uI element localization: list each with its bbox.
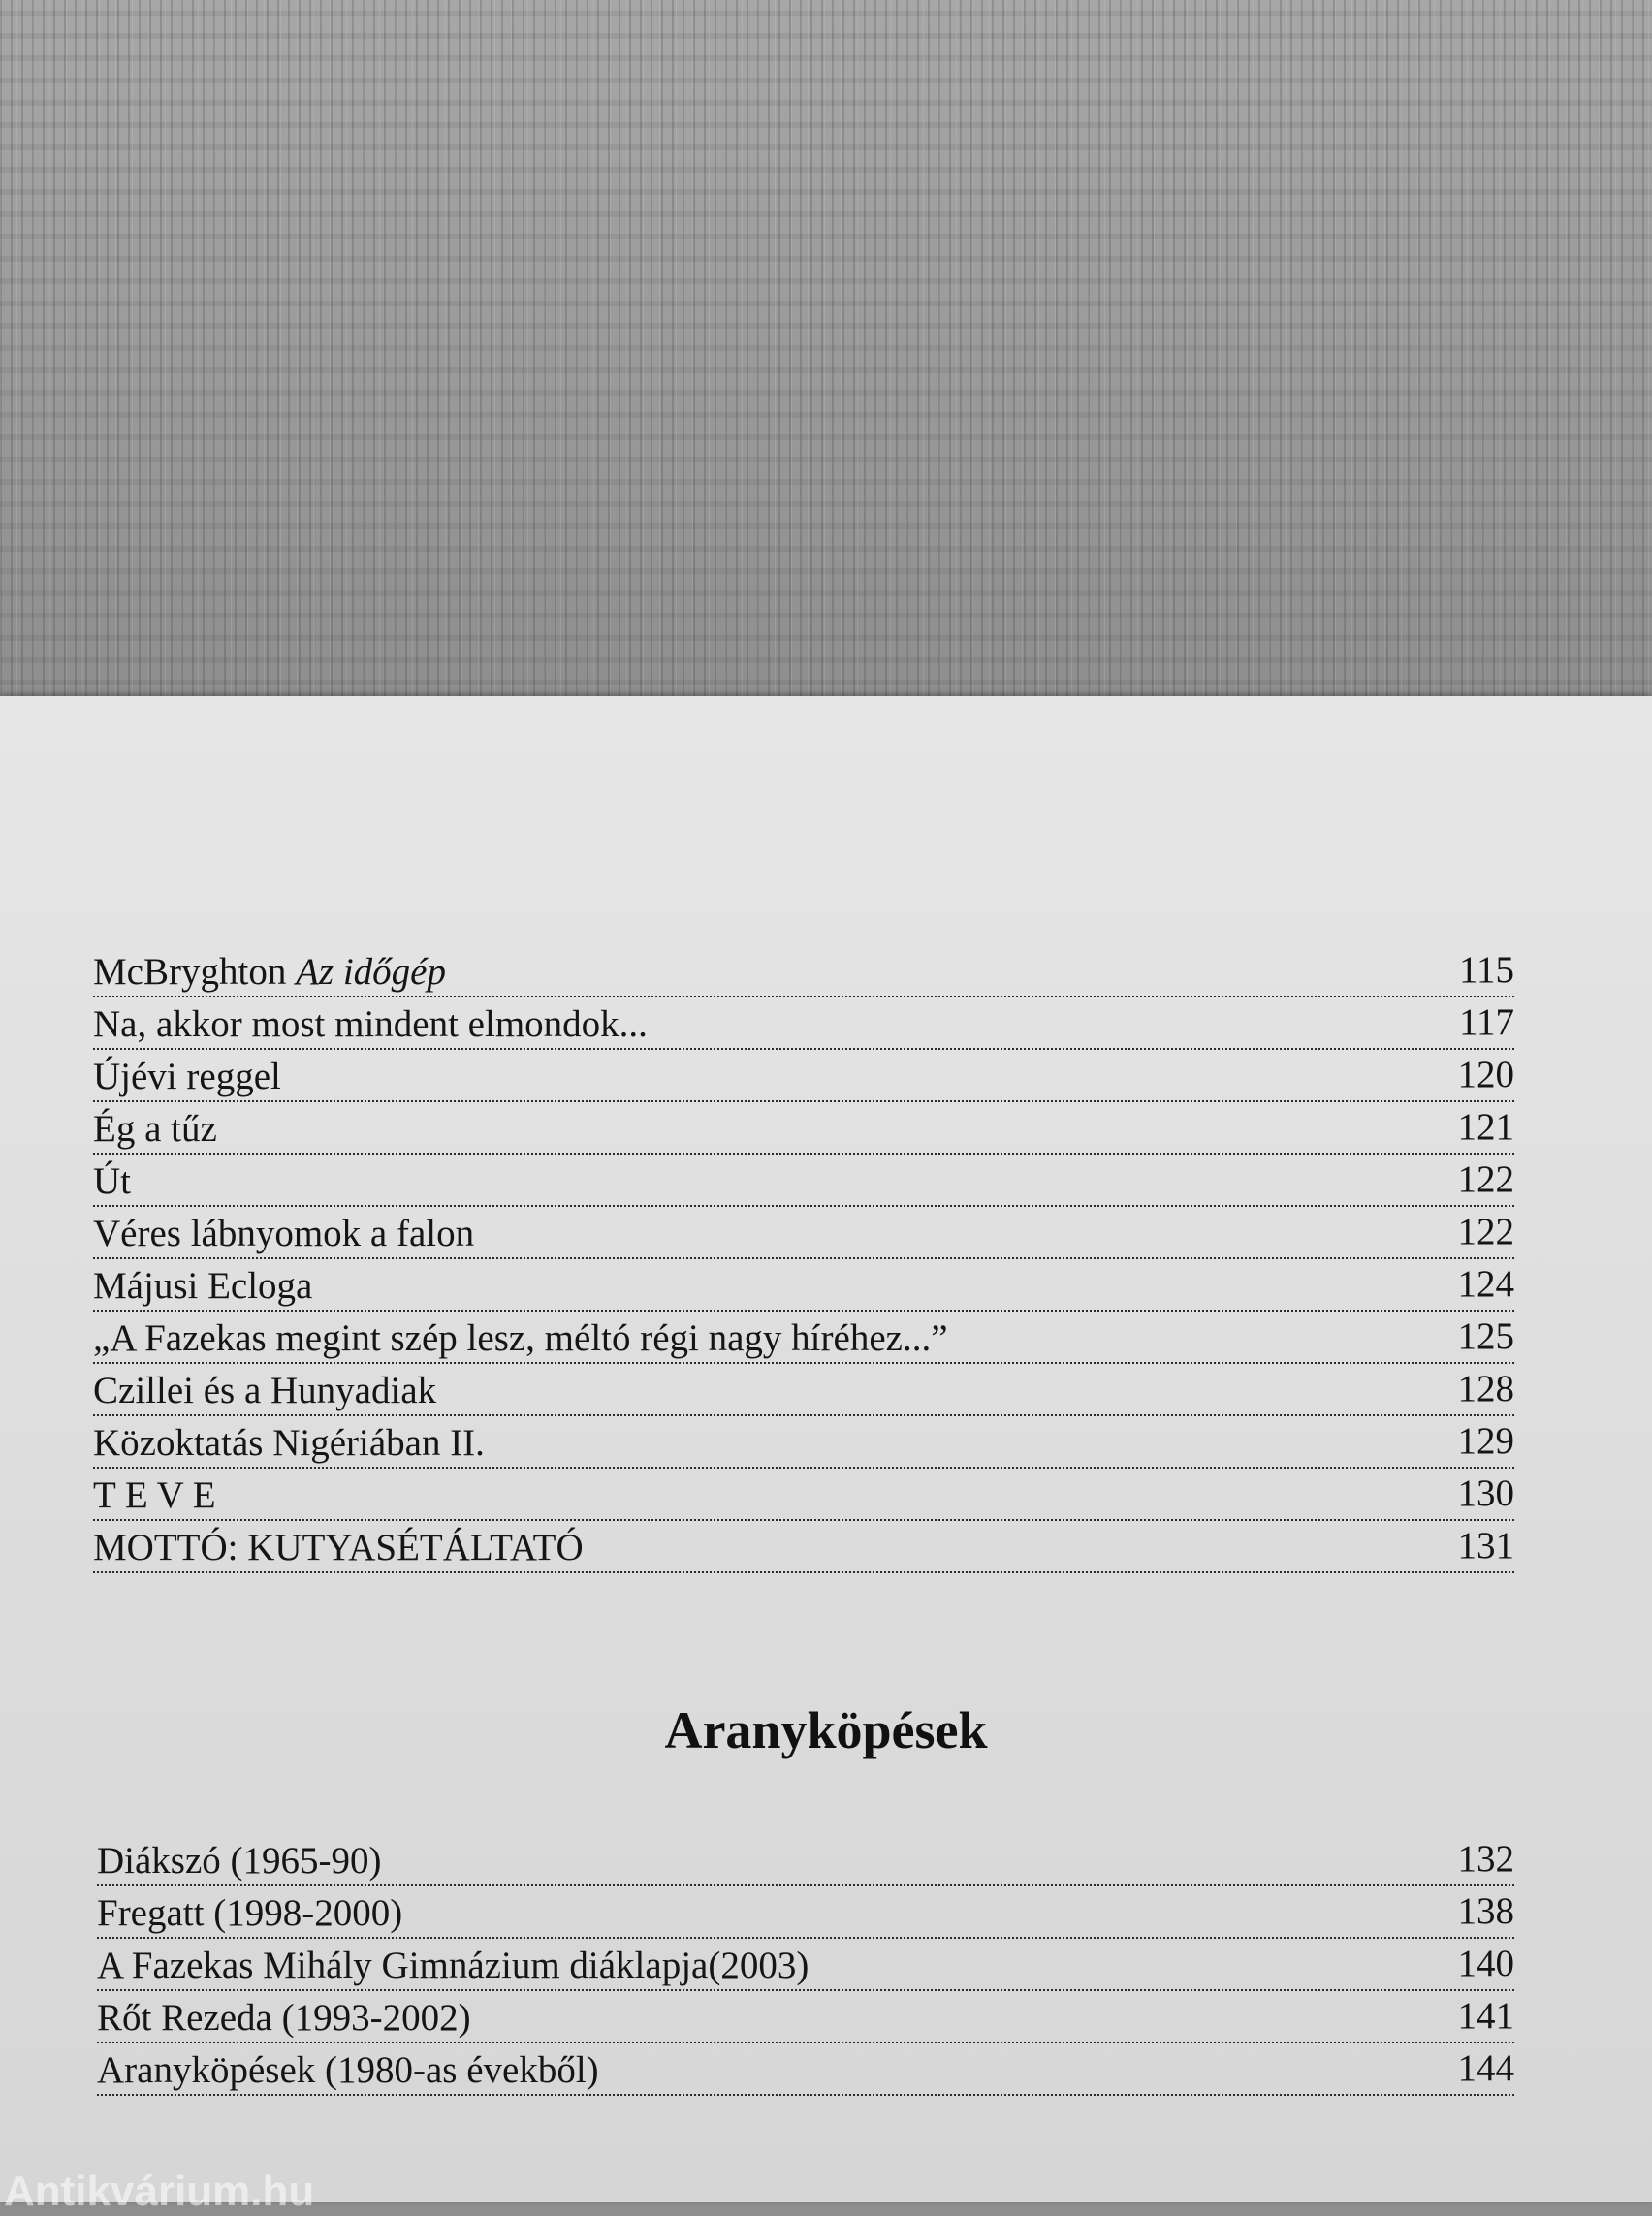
toc-entry-title (93, 1473, 225, 1517)
toc-entry-title (93, 1316, 948, 1360)
toc-entry (97, 1991, 1514, 2043)
toc-entry-title (93, 1159, 131, 1203)
toc-entry-title (93, 1055, 281, 1098)
toc-entry (93, 1521, 1514, 1573)
toc-entry (97, 2043, 1514, 2096)
table-of-contents-lower (97, 1834, 1514, 2096)
toc-entry-page-number: 140 (1457, 1943, 1514, 1984)
toc-entry-title (93, 950, 446, 994)
toc-entry-title (97, 2048, 599, 2092)
toc-entry-title (93, 1212, 474, 1255)
toc-entry-title (93, 1421, 485, 1465)
toc-entry-title-text: Út (93, 1160, 131, 1202)
toc-entry-title-text: Májusi Ecloga (93, 1265, 313, 1307)
toc-entry-title-text: Diákszó (1965-90) (97, 1840, 382, 1882)
toc-entry-page-number: 121 (1457, 1106, 1514, 1148)
toc-entry (97, 1886, 1514, 1939)
toc-entry (93, 1416, 1514, 1469)
toc-entry-page-number: 131 (1457, 1525, 1514, 1567)
toc-entry-page-number: 117 (1458, 1001, 1514, 1043)
toc-entry-page-number: 138 (1457, 1890, 1514, 1932)
toc-entry-title (97, 1839, 382, 1883)
toc-entry-page-number: 122 (1457, 1211, 1514, 1252)
toc-entry (93, 1469, 1514, 1521)
toc-entry-page-number: 144 (1457, 2047, 1514, 2089)
toc-entry (93, 1312, 1514, 1364)
toc-entry-title-text: Aranyköpések (1980-as évekből) (97, 2049, 599, 2091)
toc-entry-title-text: Rőt Rezeda (1993-2002) (97, 1997, 471, 2039)
toc-entry-title (97, 1996, 471, 2040)
toc-entry-title-text: Na, akkor most mindent elmondok... (93, 1003, 648, 1045)
toc-entry-title-text: Véres lábnyomok a falon (93, 1213, 475, 1254)
toc-entry (93, 1155, 1514, 1207)
toc-entry-page-number: 120 (1457, 1054, 1514, 1095)
toc-entry-page-number: 115 (1458, 949, 1514, 991)
toc-entry-page-number: 122 (1457, 1158, 1514, 1200)
toc-entry-page-number: 141 (1457, 1995, 1514, 2037)
toc-entry-title-text: Újévi reggel (93, 1056, 281, 1097)
toc-entry-title (97, 1891, 402, 1935)
toc-entry-title-text: TEVE (93, 1474, 225, 1516)
toc-entry-title-text: Fregatt (1998-2000) (97, 1892, 403, 1934)
watermark: Antikvárium.hu (4, 2168, 315, 2215)
toc-entry-title-text: MOTTÓ: KUTYASÉTÁLTATÓ (93, 1527, 584, 1568)
toc-entry-page-number: 132 (1457, 1838, 1514, 1880)
toc-entry-page-number: 124 (1457, 1263, 1514, 1305)
toc-entry (93, 1259, 1514, 1312)
toc-entry-title-text: Czillei és a Hunyadiak (93, 1370, 437, 1411)
toc-entry (97, 1939, 1514, 1991)
toc-entry-page-number: 128 (1457, 1368, 1514, 1409)
toc-entry-title (93, 1369, 436, 1412)
toc-entry (93, 1102, 1514, 1155)
toc-entry-page-number: 130 (1457, 1472, 1514, 1514)
toc-entry-title-text: A Fazekas Mihály Gimnázium diáklapja(2003) (97, 1945, 810, 1986)
toc-entry-title-text: Ég a tűz (93, 1108, 217, 1150)
table-of-contents-upper (93, 945, 1514, 1573)
toc-entry-page-number: 125 (1457, 1315, 1514, 1357)
toc-entry (93, 1207, 1514, 1259)
toc-entry-title-text: McBryghton (93, 951, 297, 993)
toc-entry (93, 945, 1514, 997)
toc-entry-title-text: Közoktatás Nigériában II. (93, 1422, 485, 1464)
toc-entry-title (93, 1002, 648, 1046)
toc-entry (93, 1364, 1514, 1416)
toc-entry-title-text: „A Fazekas megint szép lesz, méltó régi nagy híréhez...” (93, 1317, 948, 1359)
toc-entry (97, 1834, 1514, 1886)
toc-entry-title (93, 1107, 217, 1151)
toc-entry-title (97, 1944, 809, 1987)
toc-entry (93, 997, 1514, 1050)
toc-entry-page-number: 129 (1457, 1420, 1514, 1462)
toc-entry-title (93, 1526, 584, 1569)
toc-entry-title (93, 1264, 312, 1308)
toc-entry-title-italic: Az időgép (296, 951, 446, 993)
wood-background (0, 0, 1652, 708)
toc-entry (93, 1050, 1514, 1102)
section-heading: Aranyköpések (664, 1701, 988, 1759)
